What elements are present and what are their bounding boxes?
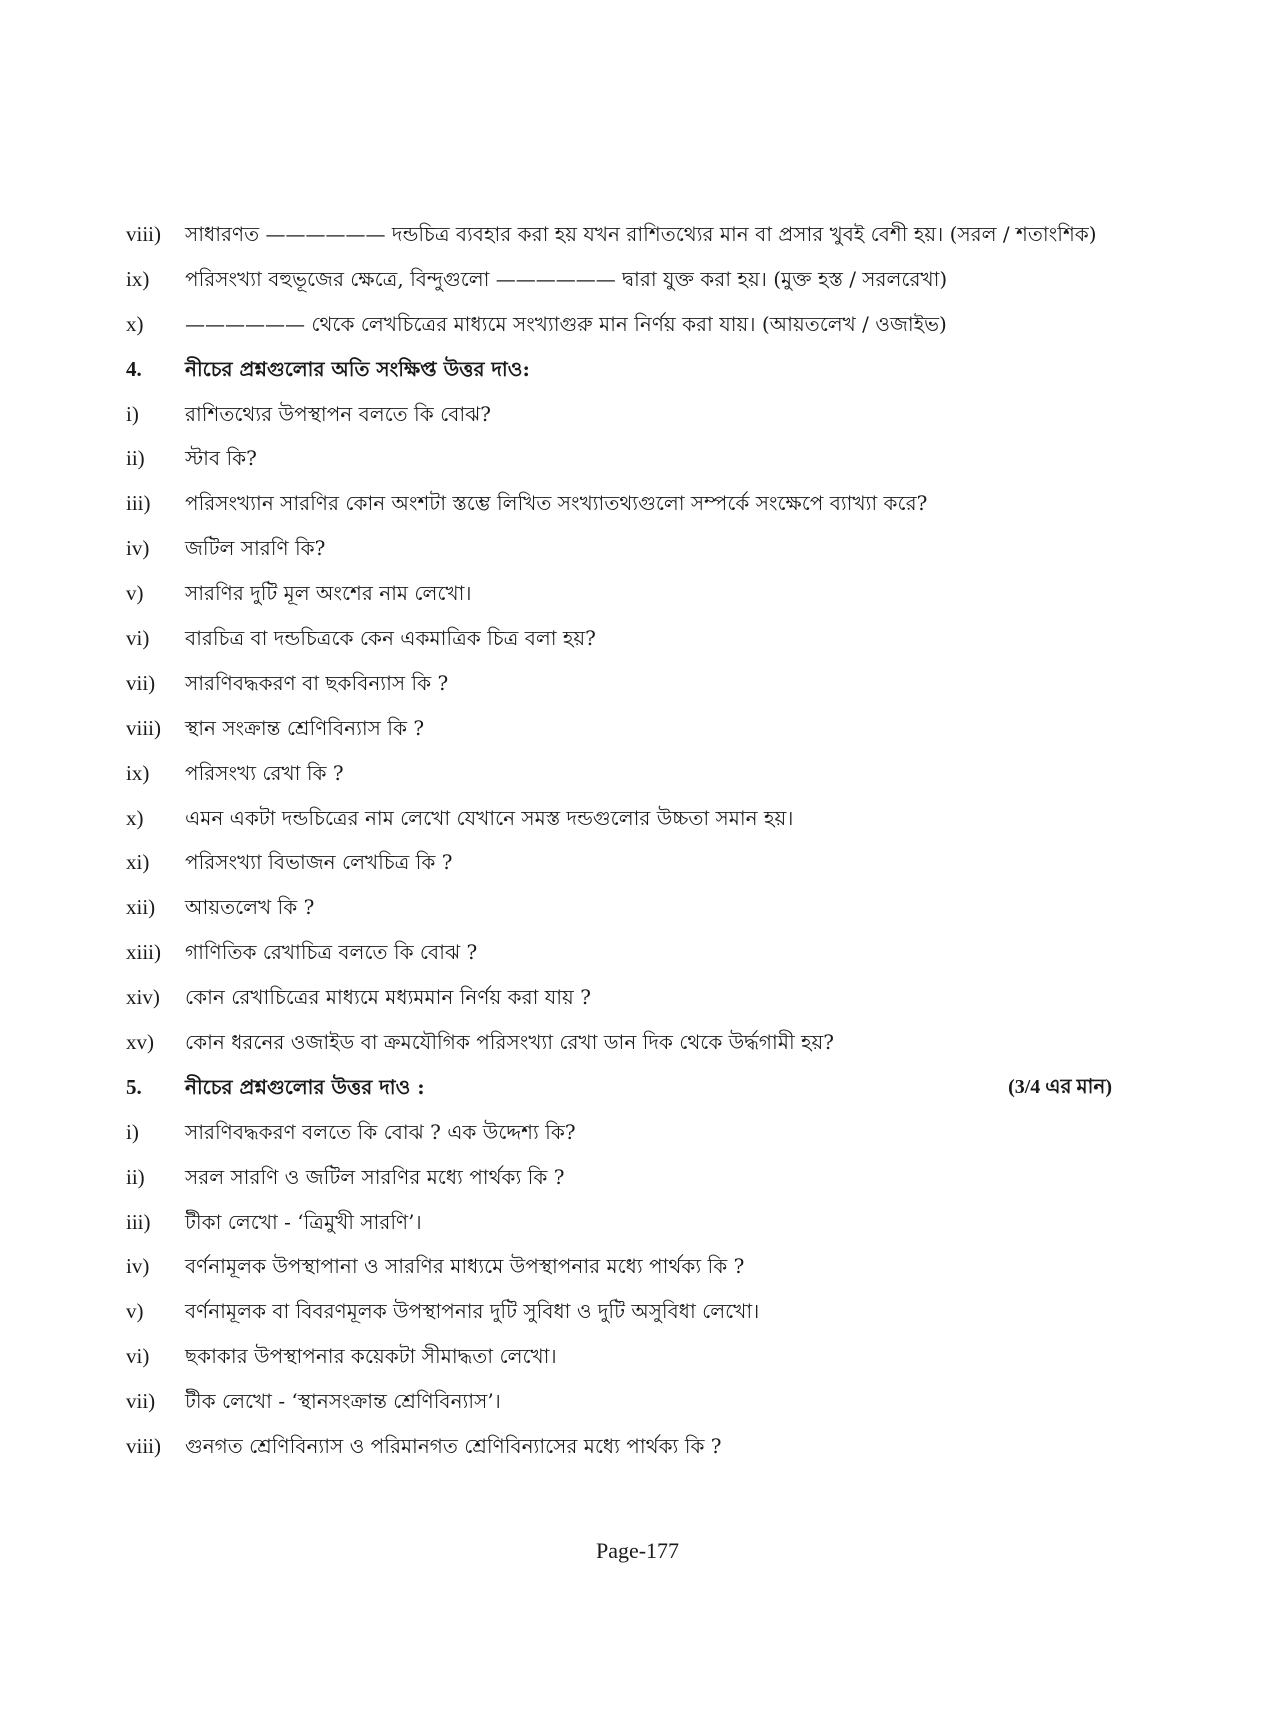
item-text: পরিসংখ্যান সারণির কোন অংশটা স্তম্ভে লিখিত সংখ্যাতথ্যগুলো সম্পর্কে সংক্ষেপে ব্যাখ্যা করে?: [185, 491, 928, 516]
item-number: 5.: [126, 1074, 142, 1099]
item-text: কোন রেখাচিত্রের মাধ্যমে মধ্যমমান নির্ণয় করা যায় ?: [185, 985, 591, 1010]
item-text: নীচের প্রশ্নগুলোর অতি সংক্ষিপ্ত উত্তর দাও:: [185, 356, 530, 381]
question-item: [126, 212, 1126, 257]
question-item: [126, 257, 1126, 302]
item-number: viii): [126, 222, 161, 246]
marks-label: (3/4 এর মান): [1008, 1075, 1112, 1098]
item-text: সরল সারণি ও জটিল সারণির মধ্যে পার্থক্য কি ?: [185, 1164, 565, 1189]
item-text: পরিসংখ্যা বহুভূজের ক্ষেত্রে, বিন্দুগুলো —————— দ্বারা যুক্ত করা হয়। (মুক্ত হস্ত / সরলরেখা): [185, 266, 948, 291]
item-number: x): [126, 311, 144, 336]
question-item: [126, 302, 1126, 347]
item-text: গুনগত শ্রেণিবিন্যাস ও পরিমানগত শ্রেণিবিন্যাসের মধ্যে পার্থক্য কি ?: [185, 1434, 722, 1459]
section-heading: [126, 347, 1126, 392]
question-item: [126, 571, 1126, 616]
question-item: [126, 392, 1126, 437]
item-number: v): [126, 1299, 144, 1324]
question-item: [126, 1334, 1126, 1379]
item-number: ii): [126, 1164, 145, 1189]
item-text: গাণিতিক রেখাচিত্র বলতে কি বোঝ ?: [185, 940, 478, 965]
item-number: vi): [126, 626, 150, 651]
item-text: সারণিবদ্ধকরণ বা ছকবিন্যাস কি ?: [185, 670, 449, 695]
item-text: নীচের প্রশ্নগুলোর উত্তর দাও :: [185, 1074, 425, 1099]
question-item: [126, 930, 1126, 975]
question-item: [126, 616, 1126, 661]
question-item: [126, 1020, 1126, 1065]
item-number: viii): [126, 715, 161, 740]
question-item: [126, 481, 1126, 526]
question-item: [126, 1289, 1126, 1334]
item-number: vii): [126, 1389, 156, 1414]
item-number: iv): [126, 1254, 150, 1279]
item-text: রাশিতথ্যের উপস্থাপন বলতে কি বোঝ?: [185, 401, 491, 426]
question-item: [126, 661, 1126, 706]
item-number: iii): [126, 1209, 151, 1234]
item-text: স্থান সংক্রান্ত শ্রেণিবিন্যাস কি ?: [185, 715, 425, 740]
question-item: [126, 1379, 1126, 1424]
question-item: [126, 1155, 1126, 1200]
item-text: সারণির দুটি মূল অংশের নাম লেখো।: [185, 581, 472, 606]
question-item: [126, 840, 1126, 885]
item-text: টীকা লেখো - ‘ত্রিমুখী সারণি’।: [185, 1209, 422, 1234]
item-text: স্টাব কি?: [185, 446, 257, 471]
item-number: xii): [126, 895, 156, 920]
item-number: iv): [126, 536, 150, 561]
item-text: বারচিত্র বা দন্ডচিত্রকে কেন একমাত্রিক চিত্র বলা হয়?: [185, 626, 596, 651]
item-number: xv): [126, 1030, 154, 1055]
item-number: xiv): [126, 985, 160, 1010]
question-item: [126, 1424, 1126, 1469]
question-list: [126, 212, 1126, 1469]
item-number: vi): [126, 1344, 150, 1369]
question-item: [126, 526, 1126, 571]
item-text: পরিসংখ্যা বিভাজন লেখচিত্র কি ?: [185, 850, 453, 875]
item-text: টীক লেখো - ‘স্থানসংক্রান্ত শ্রেণিবিন্যাস’।: [185, 1389, 501, 1414]
item-number: xiii): [126, 940, 161, 965]
question-item: [126, 975, 1126, 1020]
item-number: ix): [126, 760, 150, 785]
item-text: সাধারণত —————— দন্ডচিত্র ব্যবহার করা হয় যখন রাশিতথ্যের মান বা প্রসার খুবই বেশী হয়। (সরল / শতাংশিক): [185, 222, 1097, 246]
item-text: কোন ধরনের ওজাইড বা ক্রমযৌগিক পরিসংখ্যা রেখা ডান দিক থেকে উর্দ্ধগামী হয়?: [185, 1030, 835, 1055]
item-text: সারণিবদ্ধকরণ বলতে কি বোঝ ? এক উদ্দেশ্য কি?: [185, 1119, 576, 1144]
question-item: [126, 751, 1126, 796]
question-item: [126, 1110, 1126, 1155]
section-heading: [126, 1065, 1126, 1110]
question-item: [126, 1244, 1126, 1289]
item-number: iii): [126, 491, 151, 516]
question-item: [126, 796, 1126, 841]
question-item: [126, 706, 1126, 751]
item-number: i): [126, 401, 139, 426]
question-item: [126, 885, 1126, 930]
item-number: i): [126, 1119, 139, 1144]
item-text: এমন একটা দন্ডচিত্রের নাম লেখো যেখানে সমস্ত দন্ডগুলোর উচ্চতা সমান হয়।: [185, 805, 794, 830]
question-item: [126, 436, 1126, 481]
item-text: —————— থেকে লেখচিত্রের মাধ্যমে সংখ্যাগুরু মান নির্ণয় করা যায়। (আয়তলেখ / ওজাইভ): [185, 311, 947, 336]
item-text: বর্ণনামূলক উপস্থাপানা ও সারণির মাধ্যমে উপস্থাপনার মধ্যে পার্থক্য কি ?: [185, 1254, 745, 1279]
item-number: x): [126, 805, 144, 830]
item-number: viii): [126, 1434, 161, 1459]
item-number: ix): [126, 266, 150, 291]
page-number: Page-177: [595, 1538, 680, 1563]
item-number: xi): [126, 850, 150, 875]
item-number: ii): [126, 446, 145, 471]
question-item: [126, 1200, 1126, 1245]
item-text: আয়তলেখ কি ?: [185, 895, 315, 920]
item-text: বর্ণনামূলক বা বিবরণমূলক উপস্থাপনার দুটি সুবিধা ও দুটি অসুবিধা লেখো।: [185, 1299, 760, 1324]
item-number: 4.: [126, 356, 142, 381]
item-number: v): [126, 581, 144, 606]
item-text: জটিল সারণি কি?: [185, 536, 326, 561]
item-number: vii): [126, 670, 156, 695]
item-text: ছকাকার উপস্থাপনার কয়েকটা সীমাদ্ধতা লেখো।: [185, 1344, 557, 1369]
item-text: পরিসংখ্য রেখা কি ?: [185, 760, 344, 785]
